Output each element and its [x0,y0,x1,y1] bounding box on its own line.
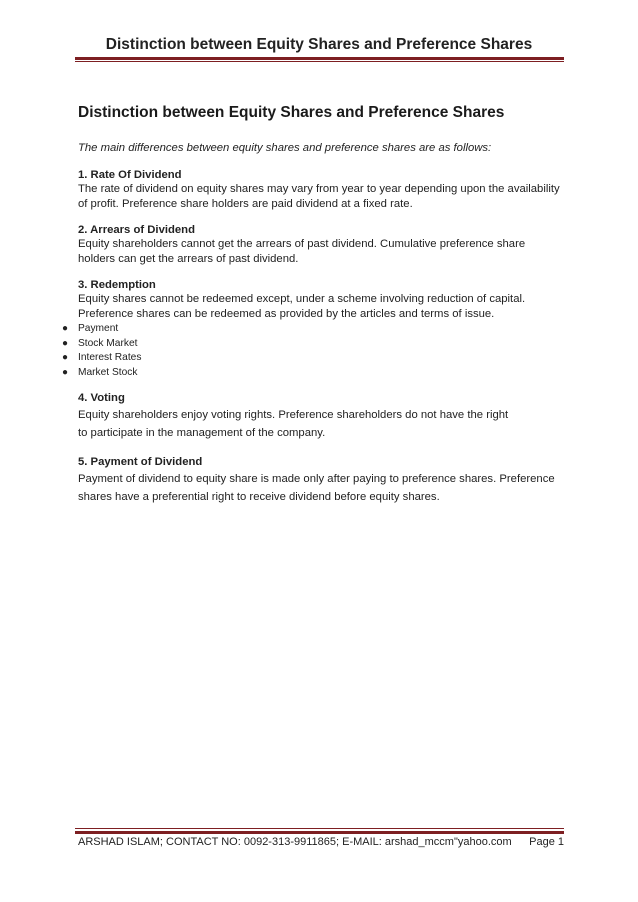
section-arrears-of-dividend [78,223,568,267]
page-footer [78,836,564,848]
section-line: Preference shares can be redeemed as provided by the articles and terms of issue. [78,308,495,320]
document-title: Distinction between Equity Shares and Preference Shares [78,104,505,121]
bullet-icon: ● [62,337,69,349]
list-item: ● Payment [62,322,568,337]
section-line: The rate of dividend on equity shares may vary from year to year depending upon the availability [78,183,560,195]
running-header: Distinction between Equity Shares and Preference Shares [105,36,533,53]
bullet-icon: ● [62,366,69,378]
list-item: ● Interest Rates [62,351,568,366]
bullet-list [62,322,568,380]
bullet-icon: ● [62,352,69,364]
section-line: holders can get the arrears of past dividend. [78,253,299,265]
list-item: ● Market Stock [62,366,568,381]
footer-rule-thick [75,831,564,834]
document-body [62,104,568,520]
header-rule-thick [75,57,564,60]
section-line: Payment of dividend to equity share is made only after paying to preference shares. Preference [78,473,555,486]
section-heading: 1. Rate Of Dividend [78,169,182,181]
footer-contact: ARSHAD ISLAM; CONTACT NO: 0092-313-9911865; E-MAIL: arshad_mccm"yahoo.com [78,836,512,848]
intro-text: The main differences between equity shares and preference shares are as follows: [78,142,492,154]
section-heading: 4. Voting [78,392,125,405]
footer-rule-thin [75,828,564,829]
section-heading: 2. Arrears of Dividend [78,224,195,236]
list-item: ● Stock Market [62,337,568,352]
section-payment-of-dividend [78,456,568,506]
section-heading: 5. Payment of Dividend [78,456,203,469]
section-redemption [78,278,568,322]
section-line: of profit. Preference share holders are paid dividend at a fixed rate. [78,198,413,210]
header-rule-thin [75,61,564,62]
section-line: to participate in the management of the company. [78,426,326,439]
bullet-icon: ● [62,323,69,334]
section-heading: 3. Redemption [78,279,156,291]
page-number: Page 1 [529,836,564,848]
section-line: Equity shareholders enjoy voting rights. Preference shareholders do not have the right [78,409,509,422]
section-voting [78,392,568,442]
section-line: Equity shareholders cannot get the arrears of past dividend. Cumulative preference share [78,238,526,250]
section-rate-of-dividend [78,168,568,212]
section-line: Equity shares cannot be redeemed except, under a scheme involving reduction of capital. [78,293,526,305]
section-line: shares have a preferential right to receive dividend before equity shares. [78,490,440,503]
